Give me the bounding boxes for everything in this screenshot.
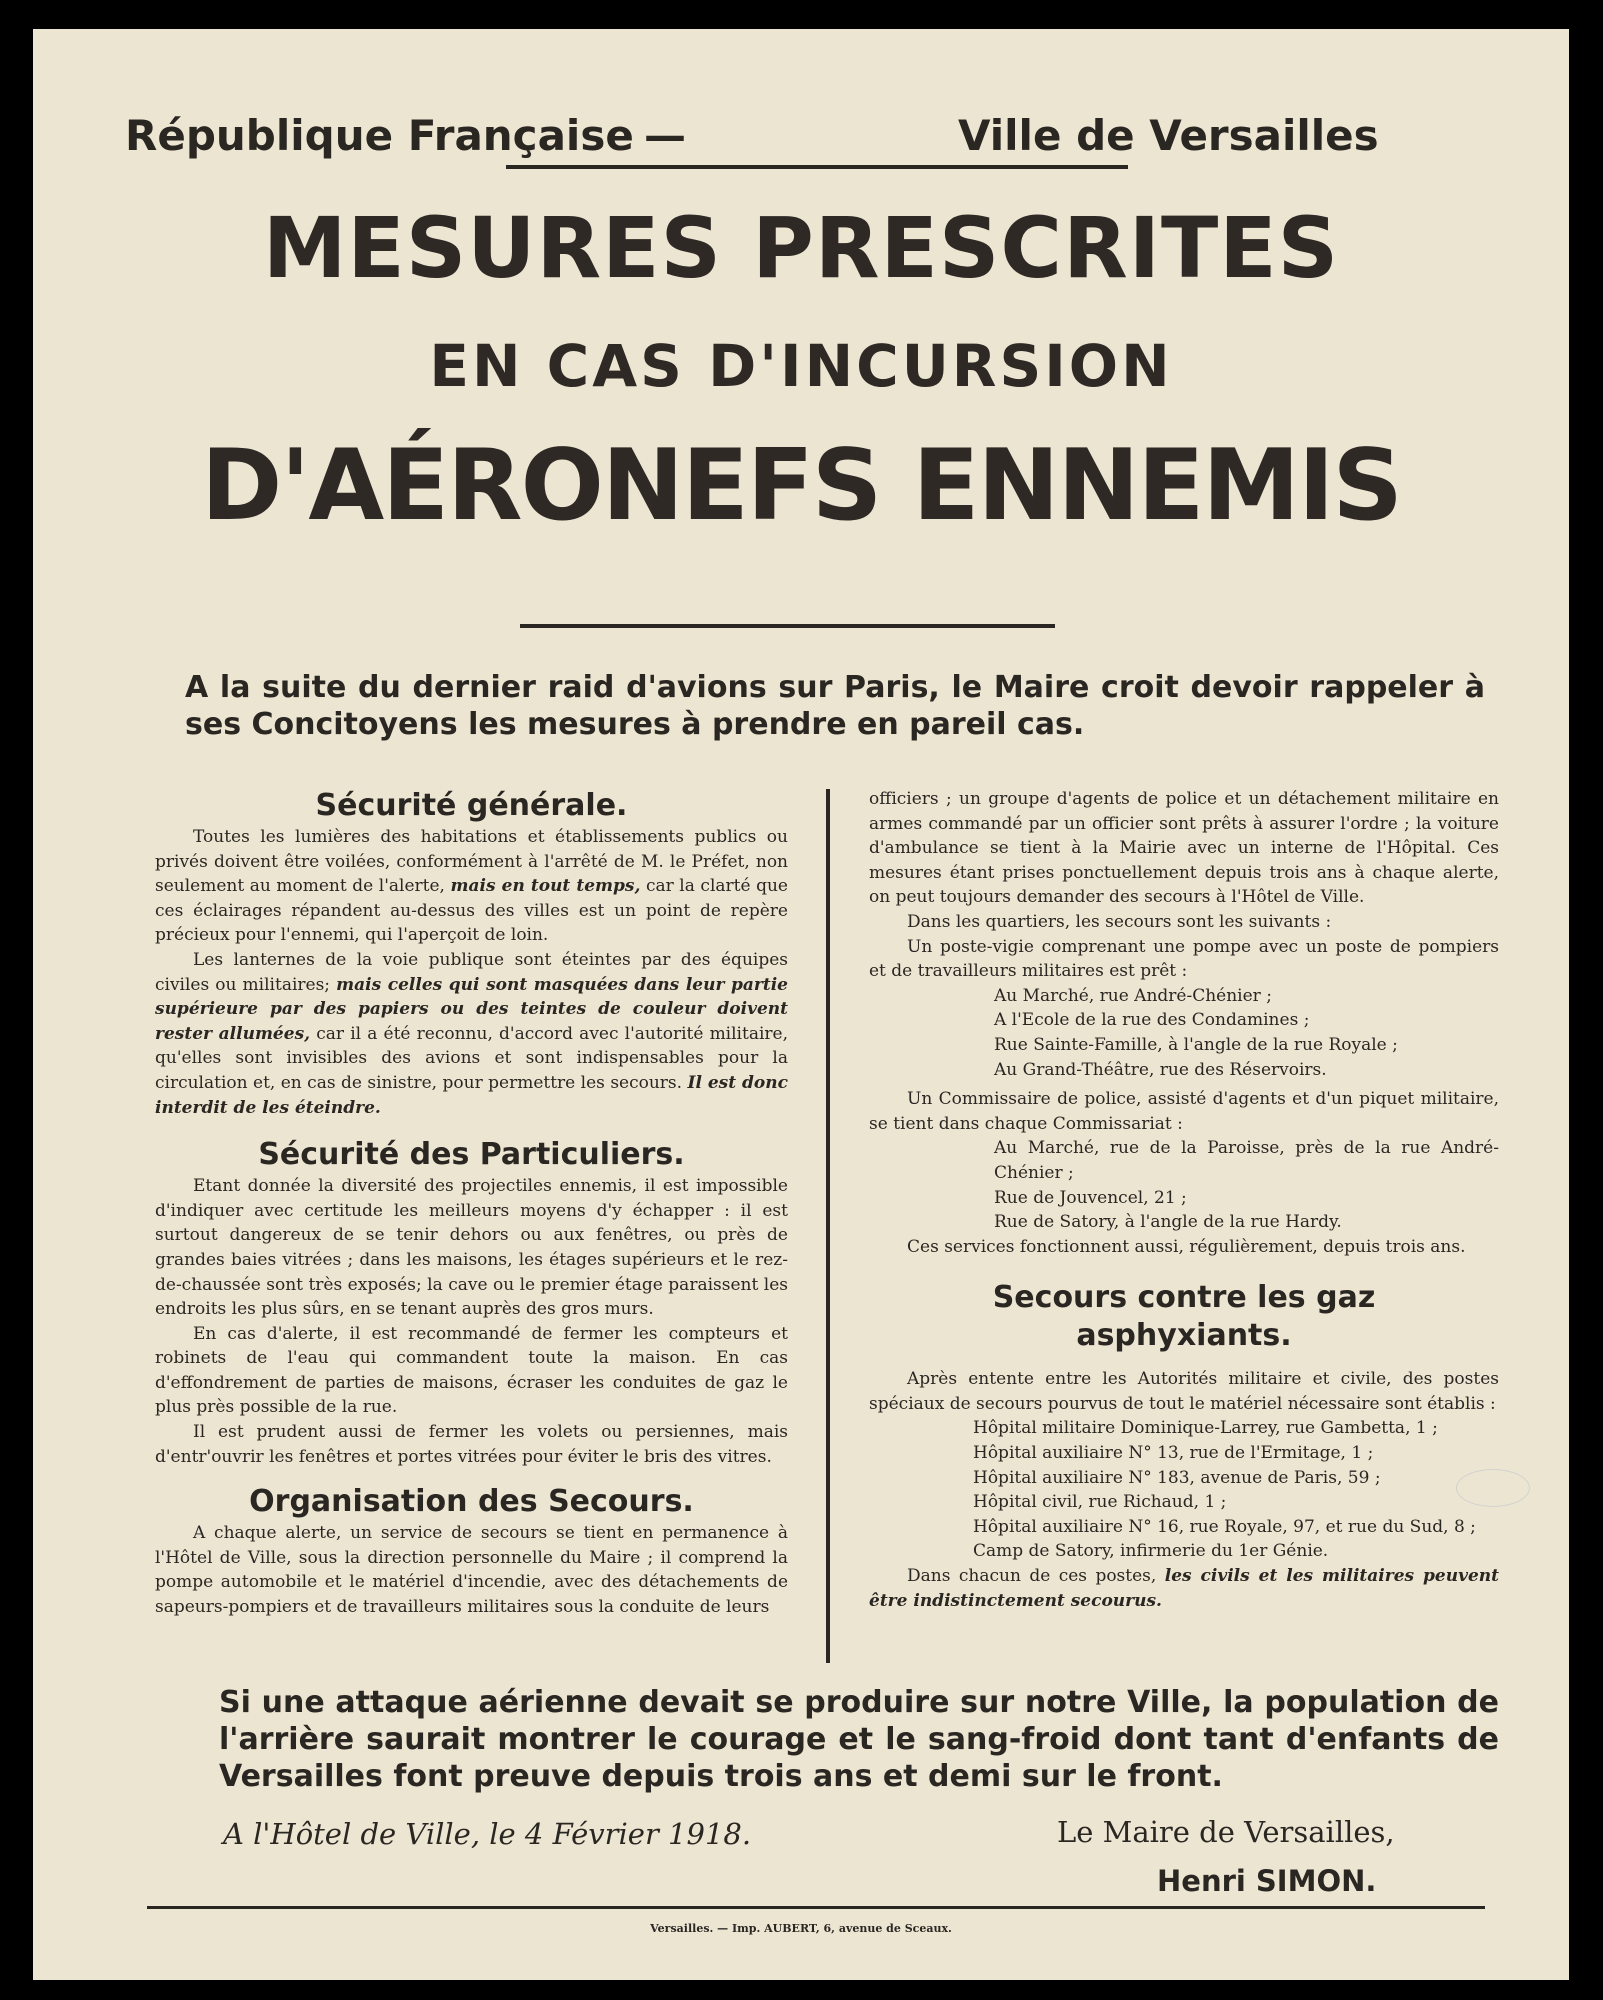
list-item: Hôpital auxiliaire N° 16, rue Royale, 97, et rue du Sud, 8 ; — [973, 1516, 1476, 1537]
heading-gaz-2: asphyxiants. — [1076, 1318, 1292, 1354]
title-line-2: EN CAS D'INCURSION — [429, 332, 1173, 400]
paragraph — [869, 1564, 1499, 1613]
heading-particuliers: Sécurité des Particuliers. — [258, 1137, 685, 1173]
paragraph: Un poste-vigie comprenant une pompe avec un poste de pompiers et de travailleurs militaires est prêt : — [869, 936, 1499, 982]
list-item: A l'Ecole de la rue des Condamines ; — [994, 1010, 1310, 1031]
left-column — [155, 787, 788, 1620]
list-item: Au Grand-Théâtre, rue des Réservoirs. — [994, 1059, 1327, 1080]
text-run: Les lanternes de la voie publique sont éteintes par des équipes civiles ou militaires; — [155, 949, 788, 995]
list-item: Au Marché, rue André-Chénier ; — [994, 985, 1272, 1006]
paragraph: A chaque alerte, un service de secours se tient en permanence à l'Hôtel de Ville, sous la direction personnelle du Maire ; il comprend la pompe automobile et le matériel d'incendie, avec des détachements de sapeurs-pompiers et de travailleurs militaires sous la conduite de leurs — [155, 1523, 788, 1618]
library-stamp — [1456, 1469, 1530, 1507]
heading-organisation: Organisation des Secours. — [249, 1484, 694, 1520]
list-item: Hôpital auxiliaire N° 13, rue de l'Ermitage, 1 ; — [973, 1443, 1374, 1464]
text-run: car il a été reconnu, d'accord avec l'autorité militaire, qu'elles sont invisibles des avions et sont indispensables pour la circulation et, en cas de sinistre, pour permettre les secours. — [155, 1023, 788, 1093]
paragraph: Dans les quartiers, les secours sont les suivants : — [907, 911, 1332, 932]
list-item: Hôpital civil, rue Richaud, 1 ; — [973, 1492, 1227, 1513]
list-item: Au Marché, rue de la Paroisse, près de la rue André-Chénier ; — [994, 1138, 1499, 1183]
printer-imprint: Versailles. — Imp. AUBERT, 6, avenue de Sceaux. — [650, 1922, 952, 1935]
list-item: Camp de Satory, infirmerie du 1er Génie. — [973, 1541, 1329, 1562]
emphasis: les civils et les militaires peuvent être indistinctement secourus. — [869, 1566, 1499, 1611]
list-item: Rue de Jouvencel, 21 ; — [994, 1187, 1187, 1208]
dateline: A l'Hôtel de Ville, le 4 Février 1918. — [223, 1817, 752, 1851]
text-run: Dans chacun de ces postes, — [907, 1566, 1165, 1587]
list-item: Rue de Satory, à l'angle de la rue Hardy. — [994, 1212, 1342, 1233]
header-dash: — — [644, 111, 686, 160]
list-item: Hôpital militaire Dominique-Larrey, rue Gambetta, 1 ; — [973, 1418, 1438, 1439]
signature-title: Le Maire de Versailles, — [1057, 1815, 1395, 1849]
title-line-3: D'AÉRONEFS ENNEMIS — [200, 429, 1401, 543]
paragraph: Après entente entre les Autorités militaire et civile, des postes spéciaux de secours pourvus de tout le matériel nécessaire sont établis : — [869, 1369, 1499, 1414]
emphasis: mais en tout temps, — [450, 876, 641, 897]
title-line-1: MESURES PRESCRITES — [262, 199, 1340, 297]
emphasis: Il est donc interdit de les éteindre. — [155, 1072, 788, 1118]
header-left: République Française — [125, 111, 634, 160]
intro-text: A la suite du dernier raid d'avions sur Paris, le Maire croit devoir rappeler à ses Concitoyens les mesures à prendre en pareil cas. — [185, 670, 1485, 742]
column-divider — [826, 789, 830, 1663]
list-item: Hôpital auxiliaire N° 183, avenue de Paris, 59 ; — [973, 1467, 1381, 1488]
paragraph: Il est prudent aussi de fermer les volets ou persiennes, mais d'entr'ouvrir les fenêtres et portes vitrées pour éviter le bris des vitres. — [155, 1422, 788, 1467]
emphasis: mais celles qui sont masquées dans leur partie supérieure par des papiers ou des teintes de couleur doivent rester allumées, — [155, 974, 788, 1044]
paragraph — [155, 948, 788, 1120]
header-right: Ville de Versailles — [958, 111, 1379, 160]
paragraph: Ces services fonctionnent aussi, régulièrement, depuis trois ans. — [907, 1236, 1466, 1257]
footer-rule — [147, 1906, 1485, 1909]
text-run: car la clarté que ces éclairages répandent au-dessus des villes est un point de repère précieux pour l'ennemi, qui l'aperçoit de loin. — [155, 876, 788, 946]
paragraph: En cas d'alerte, il est recommandé de fermer les compteurs et robinets de l'eau qui commandent toute la maison. En cas d'effondrement de parties de maisons, écraser les conduites de gaz le plus près possible de la rue. — [155, 1323, 788, 1418]
paragraph — [155, 825, 788, 948]
title-rule — [520, 624, 1055, 628]
paragraph: Un Commissaire de police, assisté d'agents et d'un piquet militaire, se tient dans chaque Commissariat : — [869, 1089, 1499, 1134]
text-run: Toutes les lumières des habitations et établissements publics ou privés doivent être voilées, conformément à l'arrêté de M. le Préfet, non seulement au moment de l'alerte, — [155, 827, 788, 897]
paragraph: Etant donnée la diversité des projectiles ennemis, il est impossible d'indiquer avec certitude les meilleurs moyens d'y échapper : il est surtout dangereux de se tenir dehors ou aux fenêtres, ou près de grandes baies vitrées ; dans les maisons, les étages supérieurs et le rez-de-chaussée sont très exposés; la cave ou le premier étage paraissent les endroits les plus sûrs, en se tenant auprès des gros murs. — [155, 1176, 788, 1320]
list-item: Rue Sainte-Famille, à l'angle de la rue Royale ; — [994, 1034, 1398, 1055]
header-rule — [506, 165, 1128, 169]
paragraph: officiers ; un groupe d'agents de police et un détachement militaire en armes commandé par un officier sont prêts à assurer l'ordre ; la voiture d'ambulance se tient à la Mairie avec un interne de l'Hôpital. Ces mesures étant prises ponctuellement depuis trois ans à chaque alerte, on peut toujours demander des secours à l'Hôtel de Ville. — [869, 789, 1499, 908]
heading-gaz-1: Secours contre les gaz — [992, 1280, 1376, 1316]
signature-name: Henri SIMON. — [1157, 1864, 1377, 1898]
right-column — [869, 787, 1499, 1613]
heading-securite-generale: Sécurité générale. — [315, 788, 628, 823]
poster — [33, 29, 1569, 1980]
closing-text: Si une attaque aérienne devait se produire sur notre Ville, la population de l'arrière saurait montrer le courage et le sang-froid dont tant d'enfants de Versailles font preuve depuis trois ans et demi sur le front. — [219, 1685, 1499, 1794]
